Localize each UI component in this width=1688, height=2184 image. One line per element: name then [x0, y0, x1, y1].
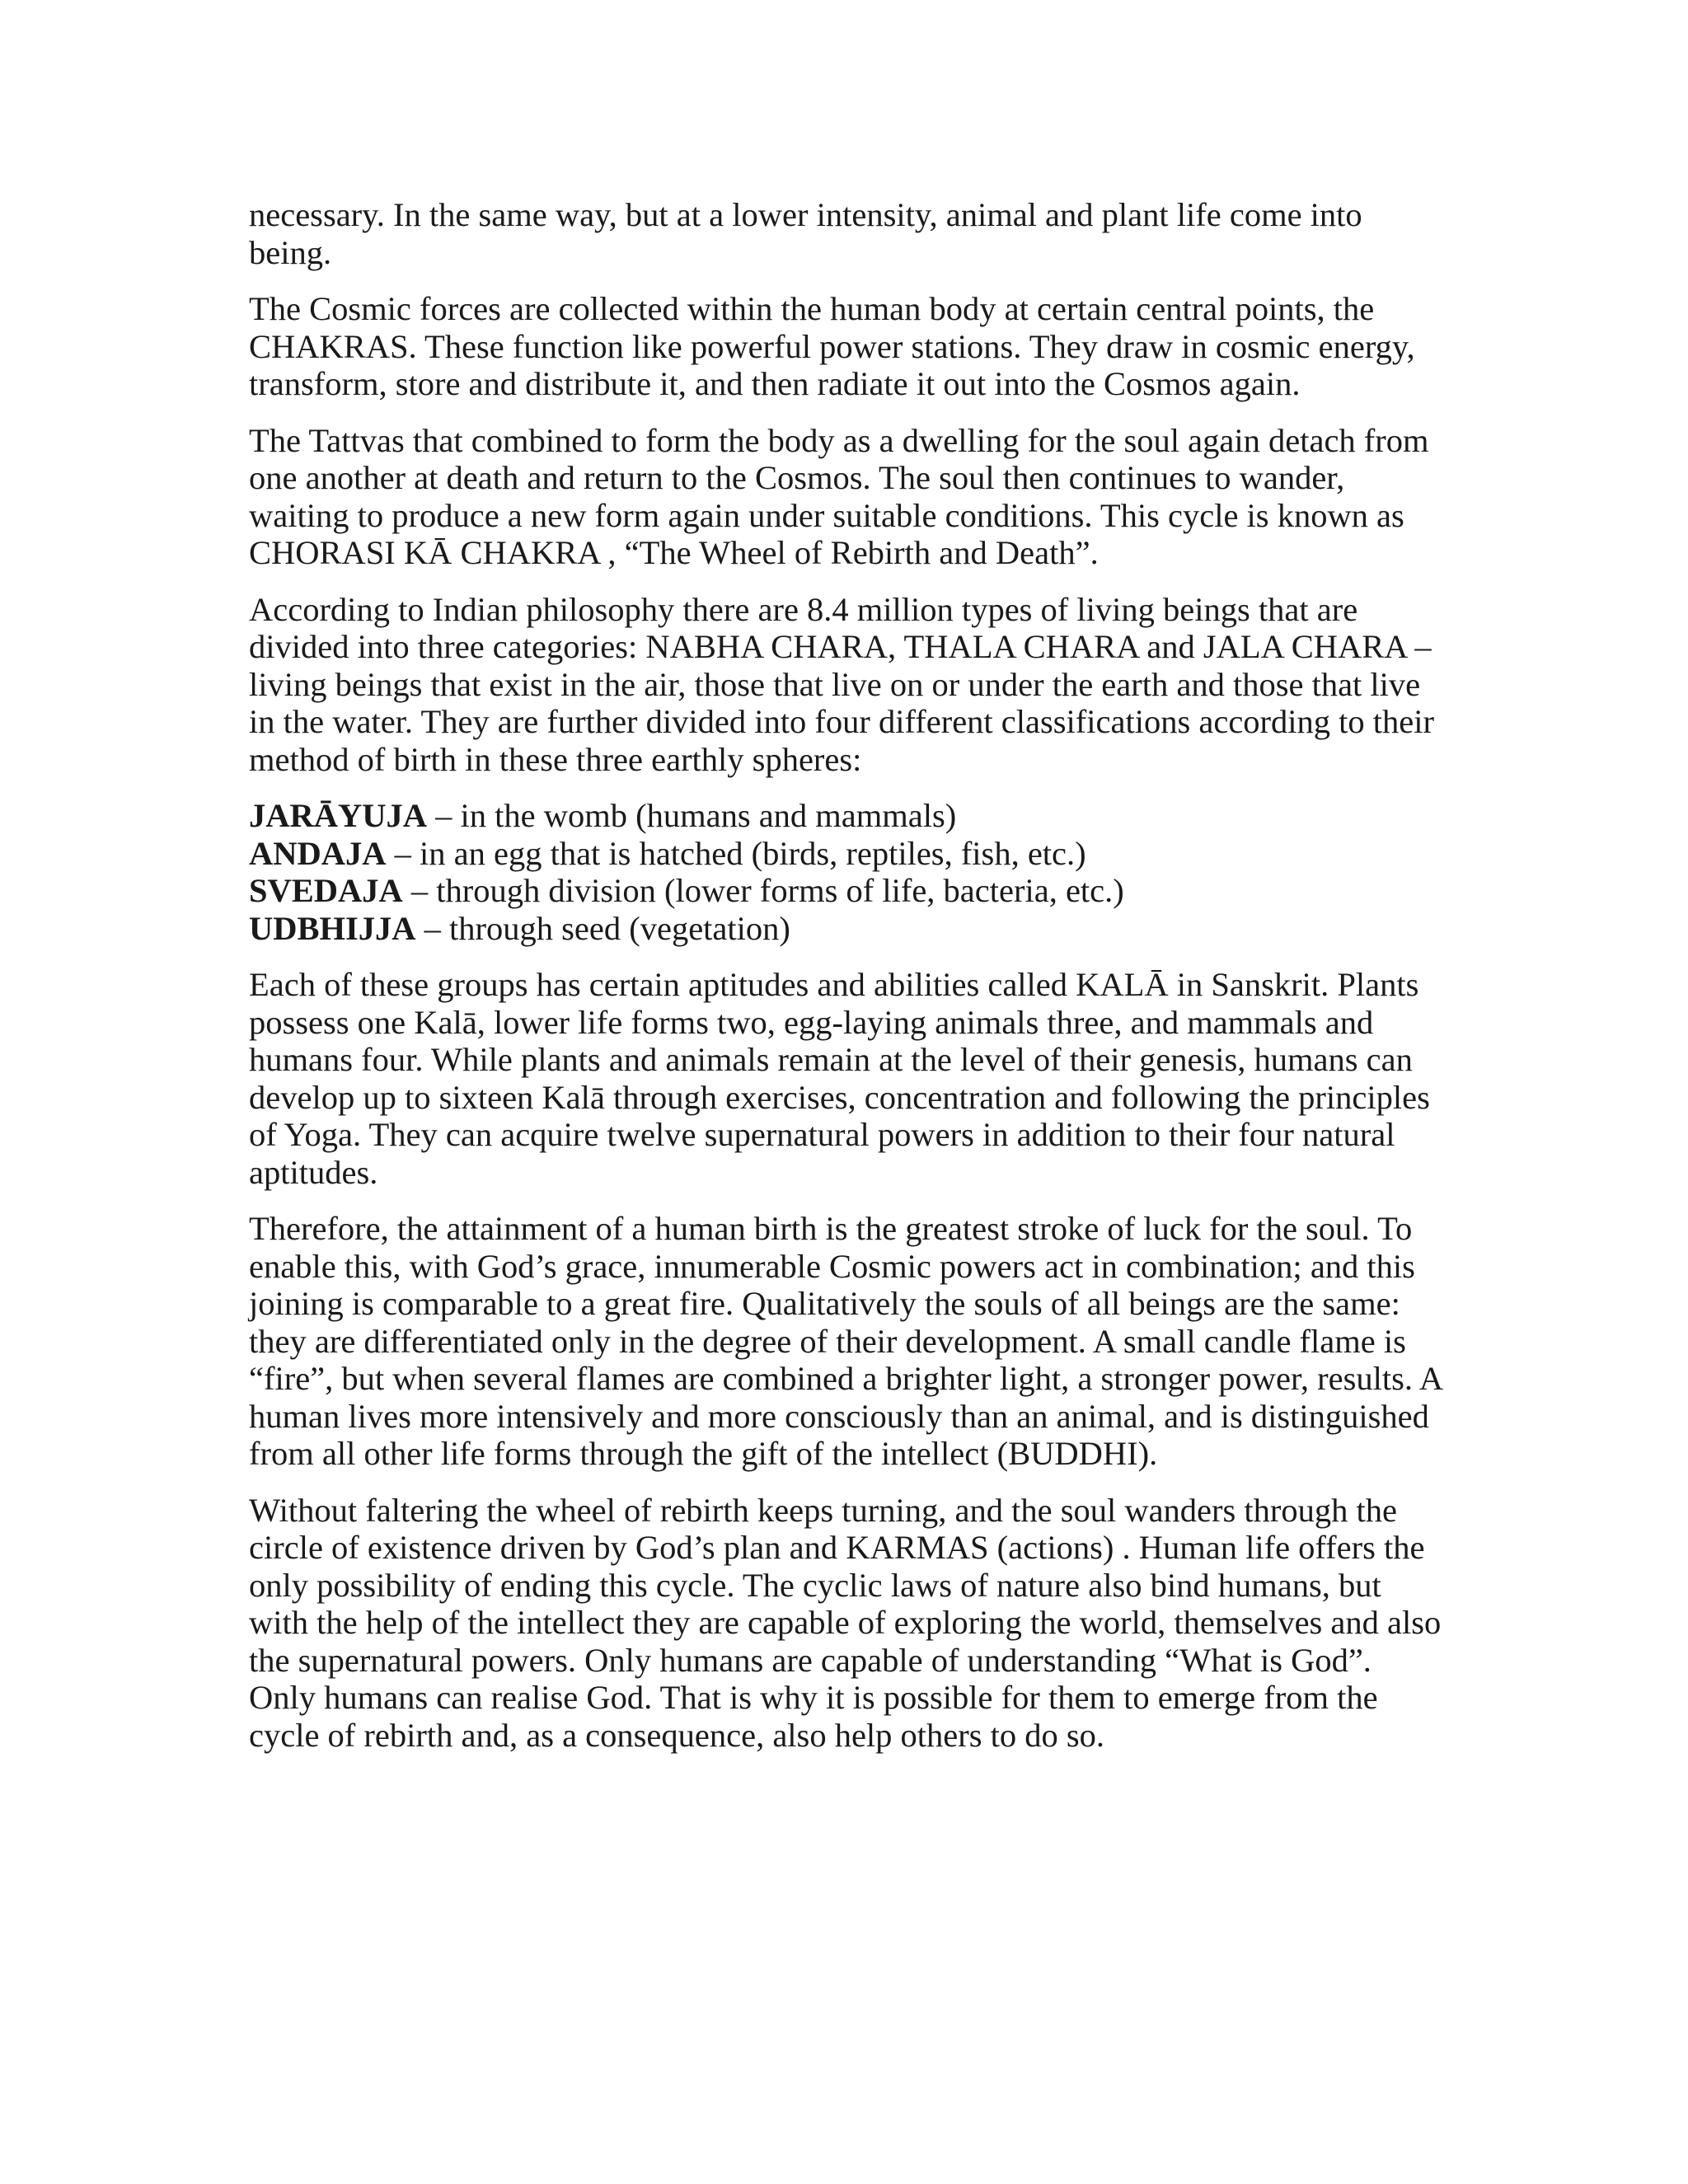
birth-type-andaja [249, 835, 1444, 873]
birth-type-udbhijja [249, 910, 1444, 948]
term-description: – in the womb (humans and mammals) [427, 797, 957, 834]
paragraph-kala: Each of these groups has certain aptitudes and abilities called KALĀ in Sanskrit. Plants possess one Kalā, lower life forms two, egg-laying animals three, and mammals and humans four. While plants and animals remain at the level of their genesis, humans can develop up to sixteen Kalā through exercises, concentration and following the principles of Yoga. They can acquire twelve supernatural powers in addition to their four natural aptitudes. [249, 966, 1430, 1191]
birth-type-jarayuja [249, 797, 1444, 835]
paragraph-chakras: The Cosmic forces are collected within the human body at certain central points, the CHAKRAS. These function like powerful power stations. They draw in cosmic energy, transform, store and distribute it, and then radiate it out into the Cosmos again. [249, 290, 1415, 402]
term-description: – through seed (vegetation) [415, 909, 790, 947]
term-description: – through division (lower forms of life, bacteria, etc.) [402, 872, 1124, 909]
paragraph-life-into-being: necessary. In the same way, but at a lower intensity, animal and plant life come into being. [249, 196, 1362, 271]
paragraph-human-birth: Therefore, the attainment of a human birth is the greatest stroke of luck for the soul. To enable this, with God’s grace, innumerable Cosmic powers act in combination; and this joining is comparable to a great fire. Qualitatively the souls of all beings are the same: they are differentiated only in the degree of their development. A small candle flame is “fire”, but when several flames are combined a brighter light, a stronger power, results. A human lives more intensively and more consciously than an animal, and is distinguished from all other life forms through the gift of the intellect (BUDDHI). [249, 1210, 1442, 1472]
term-name: ANDAJA [249, 834, 387, 872]
term-name: UDBHIJJA [249, 909, 416, 947]
paragraph-tattvas: The Tattvas that combined to form the body as a dwelling for the soul again detach from one another at death and return to the Cosmos. The soul then continues to wander, waiting to produce a new form again under suitable conditions. This cycle is known as CHORASI KĀ CHAKRA , “The Wheel of Rebirth and Death”. [249, 421, 1429, 571]
document-page [249, 196, 1444, 1773]
paragraph-living-beings: According to Indian philosophy there are 8.4 million types of living beings that are divided into three categories: NABHA CHARA, THALA CHARA and JALA CHARA – living beings that exist in the air, those that live on or under the earth and those that live in the water. They are further divided into four different classifications according to their method of birth in these three earthly spheres: [249, 590, 1435, 778]
term-name: SVEDAJA [249, 872, 403, 909]
term-description: – in an egg that is hatched (birds, reptiles, fish, etc.) [386, 834, 1086, 872]
paragraph-wheel-of-rebirth: Without faltering the wheel of rebirth keeps turning, and the soul wanders through the circle of existence driven by God’s plan and KARMAS (actions) . Human life offers the only possibility of ending this cycle. The cyclic laws of nature also bind humans, but with the help of the intellect they are capable of exploring the world, themselves and also the supernatural powers. Only humans are capable of understanding “What is God”. Only humans can realise God. That is why it is possible for them to emerge from the cycle of rebirth and, as a consequence, also help others to do so. [249, 1491, 1442, 1754]
birth-types-list [249, 797, 1444, 947]
birth-type-svedaja [249, 872, 1444, 910]
term-name: JARĀYUJA [249, 797, 427, 834]
